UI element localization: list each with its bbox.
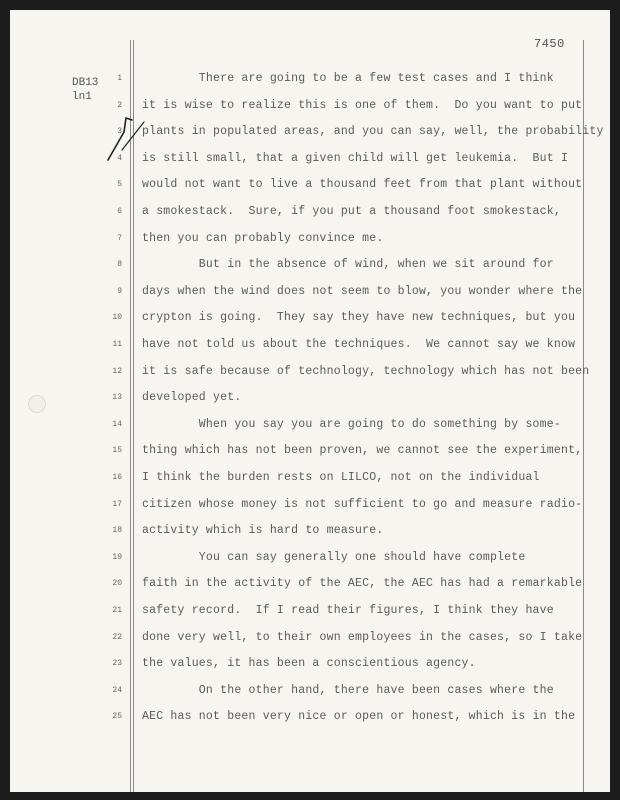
line-number: 21: [112, 606, 122, 615]
transcript-line: plants in populated areas, and you can say, well, the probability: [142, 125, 604, 139]
line-number: 24: [112, 685, 122, 695]
line-number: 18: [112, 526, 122, 536]
line-number: 3: [117, 127, 122, 137]
line-number: 8: [117, 260, 122, 270]
transcript-line: thing which has not been proven, we cannot see the experiment,: [142, 444, 583, 458]
document-identifier: DB13: [72, 77, 99, 89]
transcript-line: I think the burden rests on LILCO, not on the individual: [142, 471, 540, 484]
transcript-line: citizen whose money is not sufficient to go and measure radio-: [142, 497, 583, 511]
line-number: 23: [112, 659, 122, 669]
transcript-line: is still small, that a given child will get leukemia. But I: [142, 151, 569, 165]
transcript-line: There are going to be a few test cases and I think: [142, 72, 554, 85]
transcript-line: safety record. If I read their figures, I think they have: [142, 604, 554, 617]
line-number: 11: [112, 340, 122, 349]
transcript-line: done very well, to their own employees in the cases, so I take: [142, 630, 583, 644]
page-number: 7450: [534, 37, 565, 51]
right-margin-rule: [583, 40, 584, 792]
line-number: 6: [117, 207, 122, 216]
line-number: 7: [117, 233, 122, 243]
line-number: 15: [112, 446, 122, 456]
transcript-line: faith in the activity of the AEC, the AEC has had a remarkable: [142, 577, 583, 591]
transcript-line: crypton is going. They say they have new techniques, but you: [142, 311, 576, 325]
transcript-line: developed yet.: [142, 391, 242, 405]
transcript-line: AEC has not been very nice or open or honest, which is in the: [142, 710, 576, 724]
transcript-line: But in the absence of wind, when we sit around for: [142, 258, 554, 272]
line-number: 17: [112, 499, 122, 509]
transcript-line: the values, it has been a conscientious agency.: [142, 657, 476, 671]
transcript-line: activity which is hard to measure.: [142, 524, 384, 538]
binder-hole: [28, 395, 46, 413]
line-number: 25: [112, 712, 122, 722]
transcript-line: have not told us about the techniques. We cannot say we know: [142, 338, 576, 351]
line-number: 2: [117, 100, 122, 110]
line-number: 9: [117, 286, 122, 296]
transcript-line: it is wise to realize this is one of them. Do you want to put: [142, 98, 583, 112]
line-number: 5: [117, 180, 122, 190]
transcript-line: When you say you are going to do something by some-: [142, 417, 561, 431]
transcript-line: would not want to live a thousand feet from that plant without: [142, 178, 583, 192]
line-number: 14: [112, 419, 122, 429]
line-number: 19: [112, 552, 122, 562]
line-number: 16: [112, 473, 122, 482]
transcript-line: a smokestack. Sure, if you put a thousand foot smokestack,: [142, 205, 561, 218]
line-number: 4: [117, 153, 122, 163]
document-identifier-line: ln1: [72, 91, 92, 103]
transcript-line: then you can probably convince me.: [142, 231, 384, 245]
transcript-line: You can say generally one should have complete: [142, 550, 526, 564]
line-number: 20: [112, 579, 122, 589]
transcript-page: [10, 10, 610, 792]
line-number: 10: [112, 313, 122, 323]
line-number: 1: [117, 74, 122, 83]
line-number: 12: [112, 366, 122, 376]
line-number: 13: [112, 393, 122, 403]
transcript-line: days when the wind does not seem to blow, you wonder where the: [142, 284, 583, 298]
line-number: 22: [112, 632, 122, 642]
transcript-line: it is safe because of technology, technology which has not been: [142, 364, 590, 378]
transcript-line: On the other hand, there have been cases where the: [142, 683, 554, 697]
